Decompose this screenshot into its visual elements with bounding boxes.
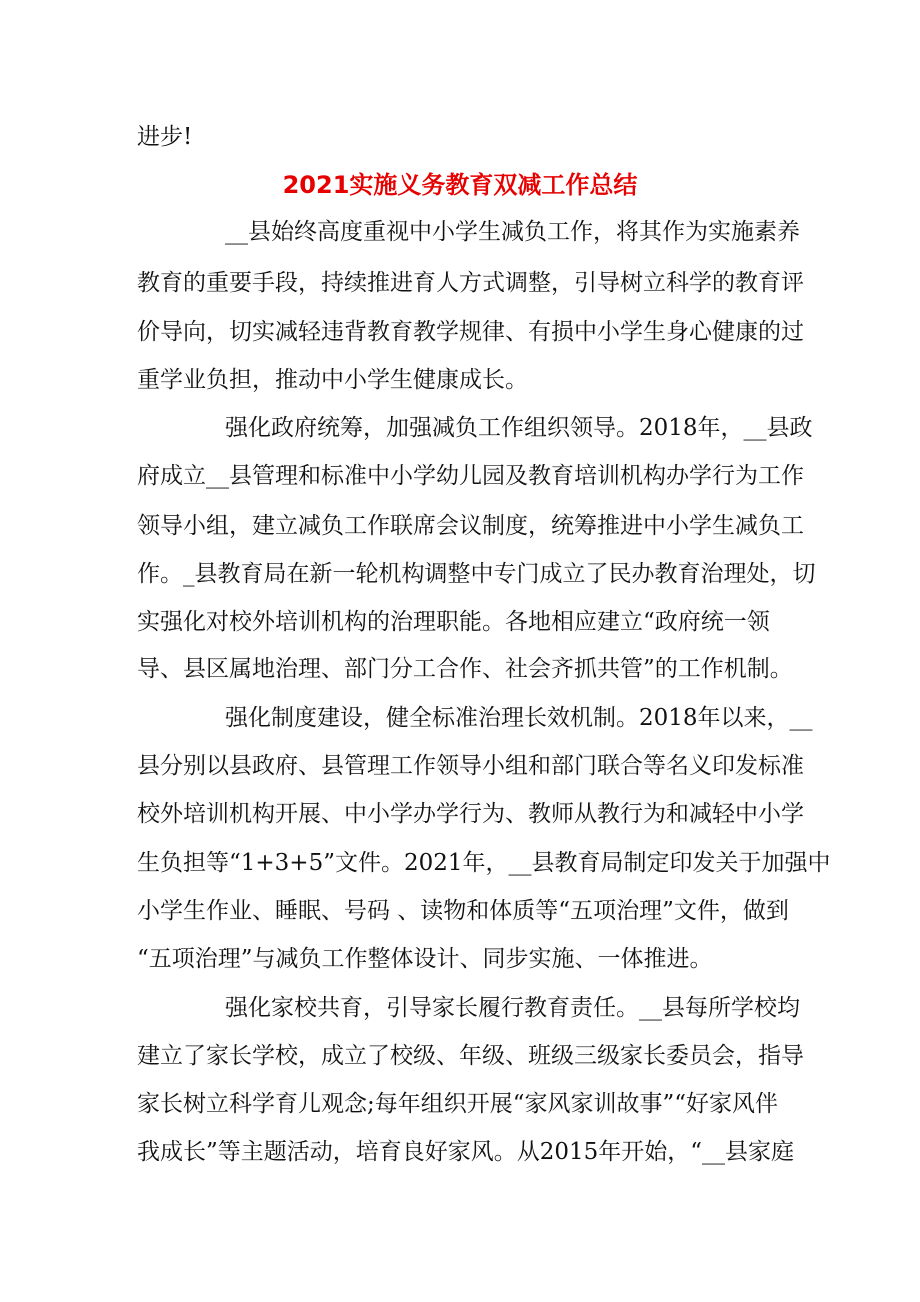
paragraph-1-line-4: 重学业负担，推动中小学生健康成长。 (137, 367, 528, 393)
paragraph-4-line-4: 我成长”等主题活动，培育良好家风。从2015年开始，“__县家庭 (137, 1139, 795, 1165)
paragraph-3-line-6: “五项治理”与减负工作整体设计、同步实施、一体推进。 (137, 946, 713, 972)
paragraph-2-line-3: 领导小组，建立减负工作联席会议制度，统筹推进中小学生减负工 (137, 513, 804, 539)
paragraph-4-line-2: 建立了家长学校，成立了校级、年级、班级三级家长委员会，指导 (137, 1043, 804, 1069)
paragraph-2-line-2: 府成立__县管理和标准中小学幼儿园及教育培训机构办学行为工作 (137, 463, 804, 489)
paragraph-3-line-3: 校外培训机构开展、中小学办学行为、教师从教行为和减轻中小学 (137, 801, 804, 827)
paragraph-2-line-4: 作。_县教育局在新一轮机构调整中专门成立了民办教育治理处，切 (137, 561, 816, 587)
paragraph-3-line-4: 生负担等“1+3+5”文件。2021年，__县教育局制定印发关于加强中 (137, 850, 831, 876)
paragraph-1-line-1: __县始终高度重视中小学生减负工作，将其作为实施素养 (225, 219, 800, 245)
paragraph-4-line-3: 家长树立科学育儿观念;每年组织开展“家风家训故事”“好家风伴 (137, 1091, 779, 1117)
paragraph-2-line-5: 实强化对校外培训机构的治理职能。各地相应建立“政府统一领 (137, 609, 770, 635)
paragraph-3-line-1: 强化制度建设，健全标准治理长效机制。2018年以来，__ (225, 705, 813, 731)
paragraph-3-line-2: 县分别以县政府、县管理工作领导小组和部门联合等名义印发标准 (137, 753, 804, 779)
text-line-continuation: 进步! (137, 124, 193, 150)
paragraph-1-line-2: 教育的重要手段，持续推进育人方式调整，引导树立科学的教育评 (137, 270, 804, 296)
paragraph-1-line-3: 价导向，切实减轻违背教育教学规律、有损中小学生身心健康的过 (137, 319, 804, 345)
document-title: 2021实施义务教育双减工作总结 (282, 171, 638, 199)
paragraph-2-line-6: 导、县区属地治理、部门分工合作、社会齐抓共管”的工作机制。 (137, 656, 793, 682)
paragraph-4-line-1: 强化家校共育，引导家长履行教育责任。__县每所学校均 (225, 995, 800, 1021)
paragraph-2-line-1: 强化政府统筹，加强减负工作组织领导。2018年，__县政 (225, 415, 813, 441)
paragraph-3-line-5: 小学生作业、睡眠、号码 、读物和体质等“五项治理”文件，做到 (137, 898, 789, 924)
